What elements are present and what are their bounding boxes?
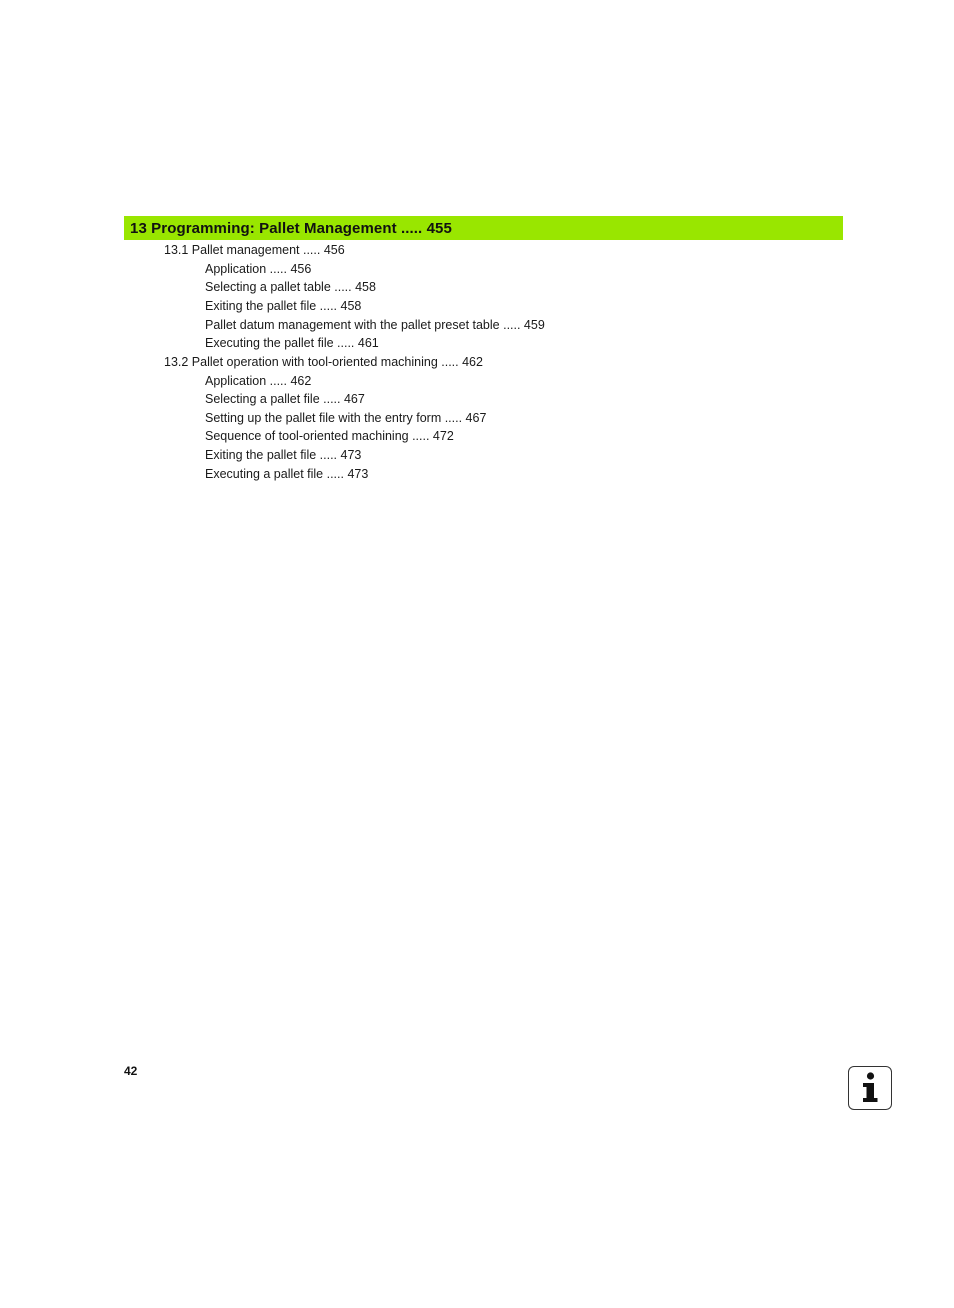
toc-section-entry[interactable]: 13.2 Pallet operation with tool-oriented machining ..... 462: [164, 355, 483, 369]
toc-subsection-entry[interactable]: Application ..... 462: [205, 374, 312, 388]
toc-subsection-entry[interactable]: Application ..... 456: [205, 262, 312, 276]
toc-section-entry[interactable]: 13.1 Pallet management ..... 456: [164, 243, 345, 257]
toc-subsection-entry[interactable]: Executing the pallet file ..... 461: [205, 336, 379, 350]
info-icon: [848, 1066, 892, 1110]
toc-subsection-entry[interactable]: Selecting a pallet file ..... 467: [205, 392, 365, 406]
toc-subsection-entry[interactable]: Exiting the pallet file ..... 473: [205, 448, 362, 462]
toc-subsection-entry[interactable]: Pallet datum management with the pallet preset table ..... 459: [205, 318, 545, 332]
toc-subsection-entry[interactable]: Exiting the pallet file ..... 458: [205, 299, 362, 313]
toc-subsection-entry[interactable]: Selecting a pallet table ..... 458: [205, 280, 376, 294]
toc-subsection-entry[interactable]: Setting up the pallet file with the entry form ..... 467: [205, 411, 487, 425]
page-number: 42: [124, 1064, 138, 1078]
chapter-title: 13 Programming: Pallet Management ..... 455: [130, 219, 452, 237]
toc-subsection-entry[interactable]: Sequence of tool-oriented machining ..... 472: [205, 429, 454, 443]
info-glyph-icon: [849, 1067, 890, 1108]
chapter-heading-bar: [124, 216, 843, 240]
toc-subsection-entry[interactable]: Executing a pallet file ..... 473: [205, 467, 369, 481]
